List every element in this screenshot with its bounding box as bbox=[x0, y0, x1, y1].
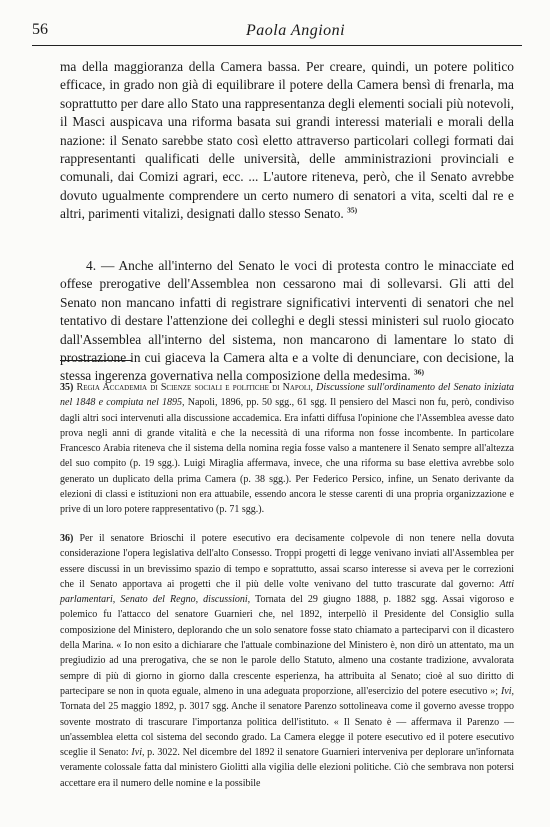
running-head: Paola Angioni bbox=[246, 22, 346, 39]
footnote-institution: Regia Accademia di Scienze sociali e politiche di Napoli, bbox=[76, 382, 313, 393]
footnote-title: Discussione sull'ordinamento del Senato iniziata nel 1848 e compiuta nel 1895, bbox=[60, 382, 514, 409]
footnote-text: Tornata del 25 maggio 1892, p. 3017 sgg. Anche il senatore Parenzo sottolineava come il governo avesse troppo sovente mostrato di trascurare l'importanza politica dell'istituto. « Il Senato è — affermava il Parenzo — un'assemblea eletta col sistema del secondo grado. La Camera elegge il potere esecutivo ed il potere esecutivo sceglie il Senato: bbox=[60, 701, 514, 759]
footnote-text: Napoli, 1896, pp. 50 sgg., 61 sgg. Il pensiero del Masci non fu, però, condiviso dagli altri soci intervenuti alla discussione accademica. Era infatti diffusa l'opinione che l'Assemblea avesse dato prova negli anni di grande vitalità e che la necessità di una riforma non fosse incombente. In particolare Francesco Arabia riteneva che il sistema della nomina regia fosse valso a mantenere il Senato sempre all'altezza del suo compito (p. 19 sgg.). Luigi Miraglia affermava, invece, che una riforma su base elettiva avrebbe solo generato un duplicato della prima Camera (p. 38 sgg.). Per Federico Persico, infine, un Senato derivante da elezioni di classi e istituzioni non era attuabile, essendo ancora le stesse carenti di una propria organizzazione e prive di un loro potere rappresentativo (p. 71 sgg.). bbox=[60, 397, 514, 516]
footnote-number: 36) bbox=[60, 533, 74, 544]
footnote-ref: 35) bbox=[347, 205, 358, 215]
footnote-text: Per il senatore Brioschi il potere esecutivo era decisamente colpevole di non tenere nella dovuta considerazione l'opera legislativa dell'alto Consesso. Troppi progetti di legge venivano inviati all'Assemblea per essere discussi in un brevissimo spazio di tempo e soprattutto, assai scarso interesse si aveva per le correzioni che il Senato apportava ai progetti che il più delle volte venivano del tutto trascurate dal governo: bbox=[60, 533, 515, 590]
footnote-35 bbox=[60, 380, 514, 518]
footnote-title: Atti parlamentari, Senato del Regno, discussioni, bbox=[60, 578, 514, 606]
footnote-number: 35) bbox=[60, 382, 74, 393]
body-paragraph-1 bbox=[60, 58, 514, 224]
footnote-ivi: Ivi, bbox=[131, 747, 145, 759]
body-paragraph-2 bbox=[60, 257, 514, 386]
footnote-36 bbox=[60, 531, 514, 791]
footnote-separator bbox=[60, 360, 132, 361]
footnote-text: p. 3022. Nel dicembre del 1892 il senatore Guarnieri interveniva per deplorare un'infornata veramente colossale fatta dal ministero Giolitti alla vigilia delle elezioni politiche. Ciò che sembrava non potersi accettare era il numero delle nomine e la possibile bbox=[60, 747, 514, 789]
footnote-ref: 36) bbox=[414, 367, 424, 377]
footnote-ivi: Ivi, bbox=[500, 685, 515, 697]
paragraph-text: ma della maggioranza della Camera bassa. Per creare, quindi, un potere politico efficace, in grado non già di equilibrare il potere della Camera bensì di frenarla, ma soprattutto per dare allo Stato una rappresentanza degli elementi sociali più notevoli, il Masci auspicava una riforma basata sui grandi interessi materiali e morali della nazione: il Senato sarebbe stato così eletto attraverso particolari collegi formati dai rappresentanti qualificati delle università, delle amministrazioni provinciali e comunali, dai Comizi agrari, ecc. ... L'autore riteneva, però, che il Senato avrebbe dovuto ugualmente comprendere un certo numero di senatori a vita, scelti dal re e altri, parimenti vitalizi, designati dallo stesso Senato. bbox=[60, 59, 514, 222]
page-number: 56 bbox=[32, 21, 48, 38]
paragraph-text: 4. — Anche all'interno del Senato le voci di protesta contro le minacciate ed offese prerogative dell'Assemblea non cessarono mai di sollevarsi. Gli atti del Senato non mancano infatti di registrare significativi interventi di senatori che nel tentativo di destare l'attenzione dei colleghi e degli stessi ministeri sul ruolo giocato dall'Assemblea all'interno del sistema, non mancarono di lamentare lo stato di prostrazione in cui giaceva la Camera alta e a volte di denunciare, con decisione, la stessa ingerenza governativa nella composizione della medesima. bbox=[60, 258, 514, 384]
footnote-text: Tornata del 29 giugno 1888, p. 1882 sgg. Assai vigoroso e polemico fu l'attacco del senatore Guarnieri che, nel 1892, interpellò il Presidente del Consiglio sulla composizione del Ministero, deplorando che un solo senatore fosse stato chiamato a parteciparvi con il dicastero della Marina. « Io non esito a dichiarare che l'attuale combinazione del Ministero è, non dirò un attentato, ma un pregiudizio ad una prerogativa, che se non le parole dello Statuto, almeno una costante tradizione, avvalorata sempre di più di giorno in giorno dalla crescente esperienza, ha attribuita al Senato; cioè al suo diritto di partecipare se non in quota eguale, almeno in una adeguata proporzione, all'esercizio del potere esecutivo »; bbox=[60, 594, 514, 697]
header-rule bbox=[32, 45, 522, 46]
